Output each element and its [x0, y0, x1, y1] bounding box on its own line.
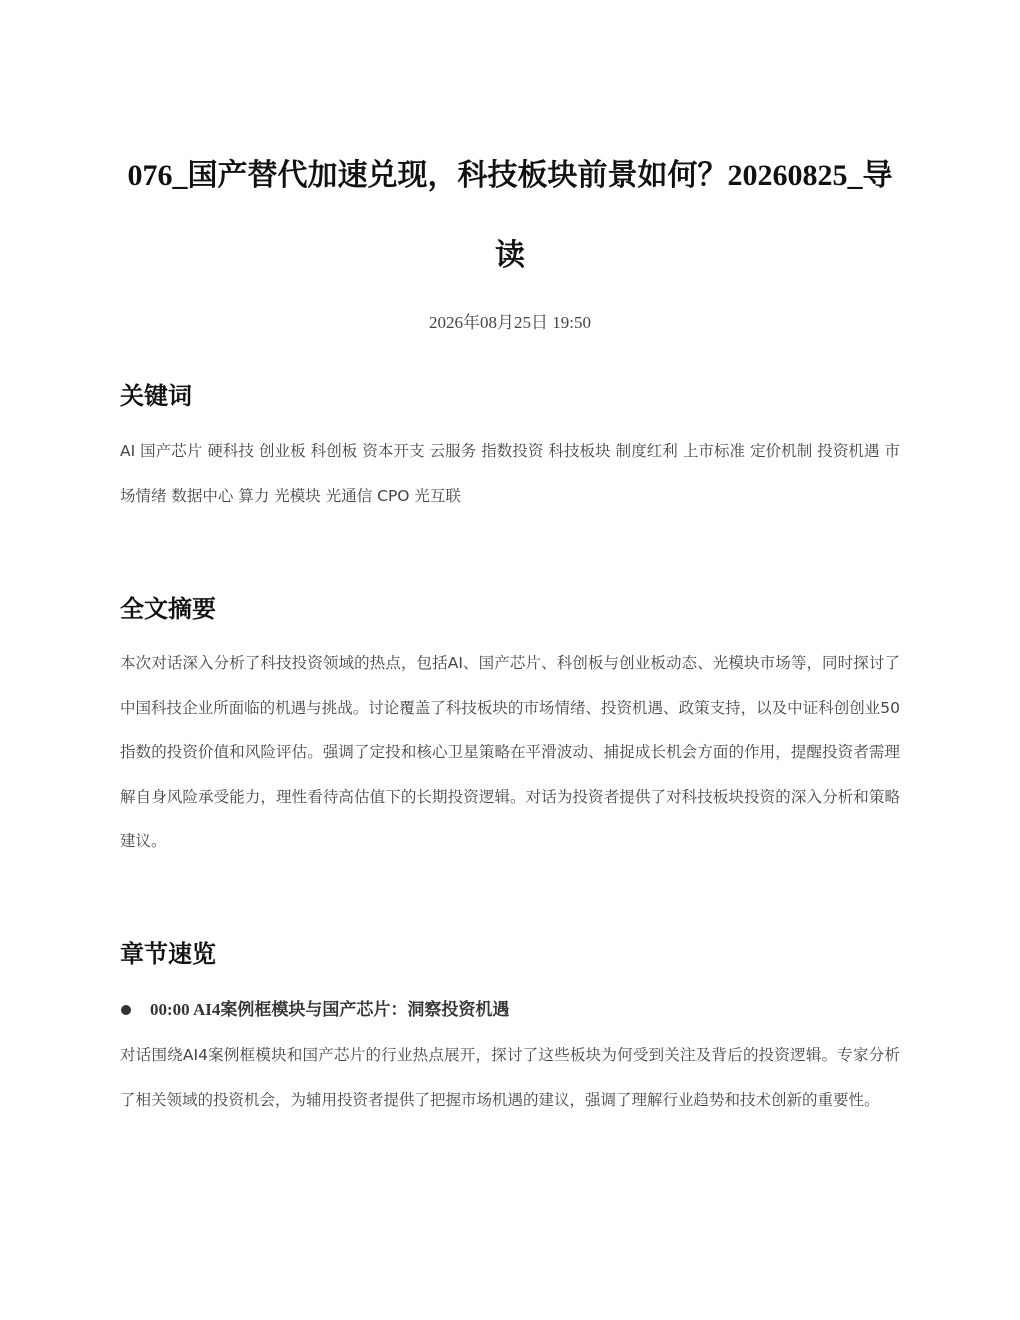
document-title: 076_国产替代加速兑现，科技板块前景如何？20260825_导读 [127, 159, 893, 272]
chapter-title: 00:00 AI4案例框模块与国产芯片：洞察投资机遇 [150, 1000, 510, 1019]
summary-text: 本次对话深入分析了科技投资领域的热点，包括AI、国产芯片、科创板与创业板动态、光模块市场等，同时探讨了中国科技企业所面临的机遇与挑战。讨论覆盖了科技板块的市场情绪、投资机遇、政策支持，以及中证科创创业50指数的投资价值和风险评估。强调了定投和核心卫星策略在平滑波动、捕捉成长机会方面的作用，提醒投资者需理解自身风险承受能力，理性看待高估值下的长期投资逻辑。对话为投资者提供了对科技板块投资的深入分析和策略建议。 [120, 654, 900, 850]
chapters-heading: 章节速览 [120, 940, 216, 968]
keywords-text: AI 国产芯片 硬科技 创业板 科创板 资本开支 云服务 指数投资 科技板块 制度红利 上市标准 定价机制 投资机遇 市场情绪 数据中心 算力 光模块 光通信 CPO 光互联 [120, 442, 900, 505]
keywords-heading: 关键词 [120, 382, 192, 410]
chapter-text: 对话围绕AI4案例框模块和国产芯片的行业热点展开，探讨了这些板块为何受到关注及背后的投资逻辑。专家分析了相关领域的投资机会，为辅用投资者提供了把握市场机遇的建议，强调了理解行业趋势和技术创新的重要性。 [120, 1046, 900, 1109]
document-date: 2026年08月25日 19:50 [429, 313, 591, 332]
bullet-icon [121, 1005, 131, 1015]
summary-heading: 全文摘要 [120, 595, 216, 623]
chapter-item [120, 996, 900, 1024]
